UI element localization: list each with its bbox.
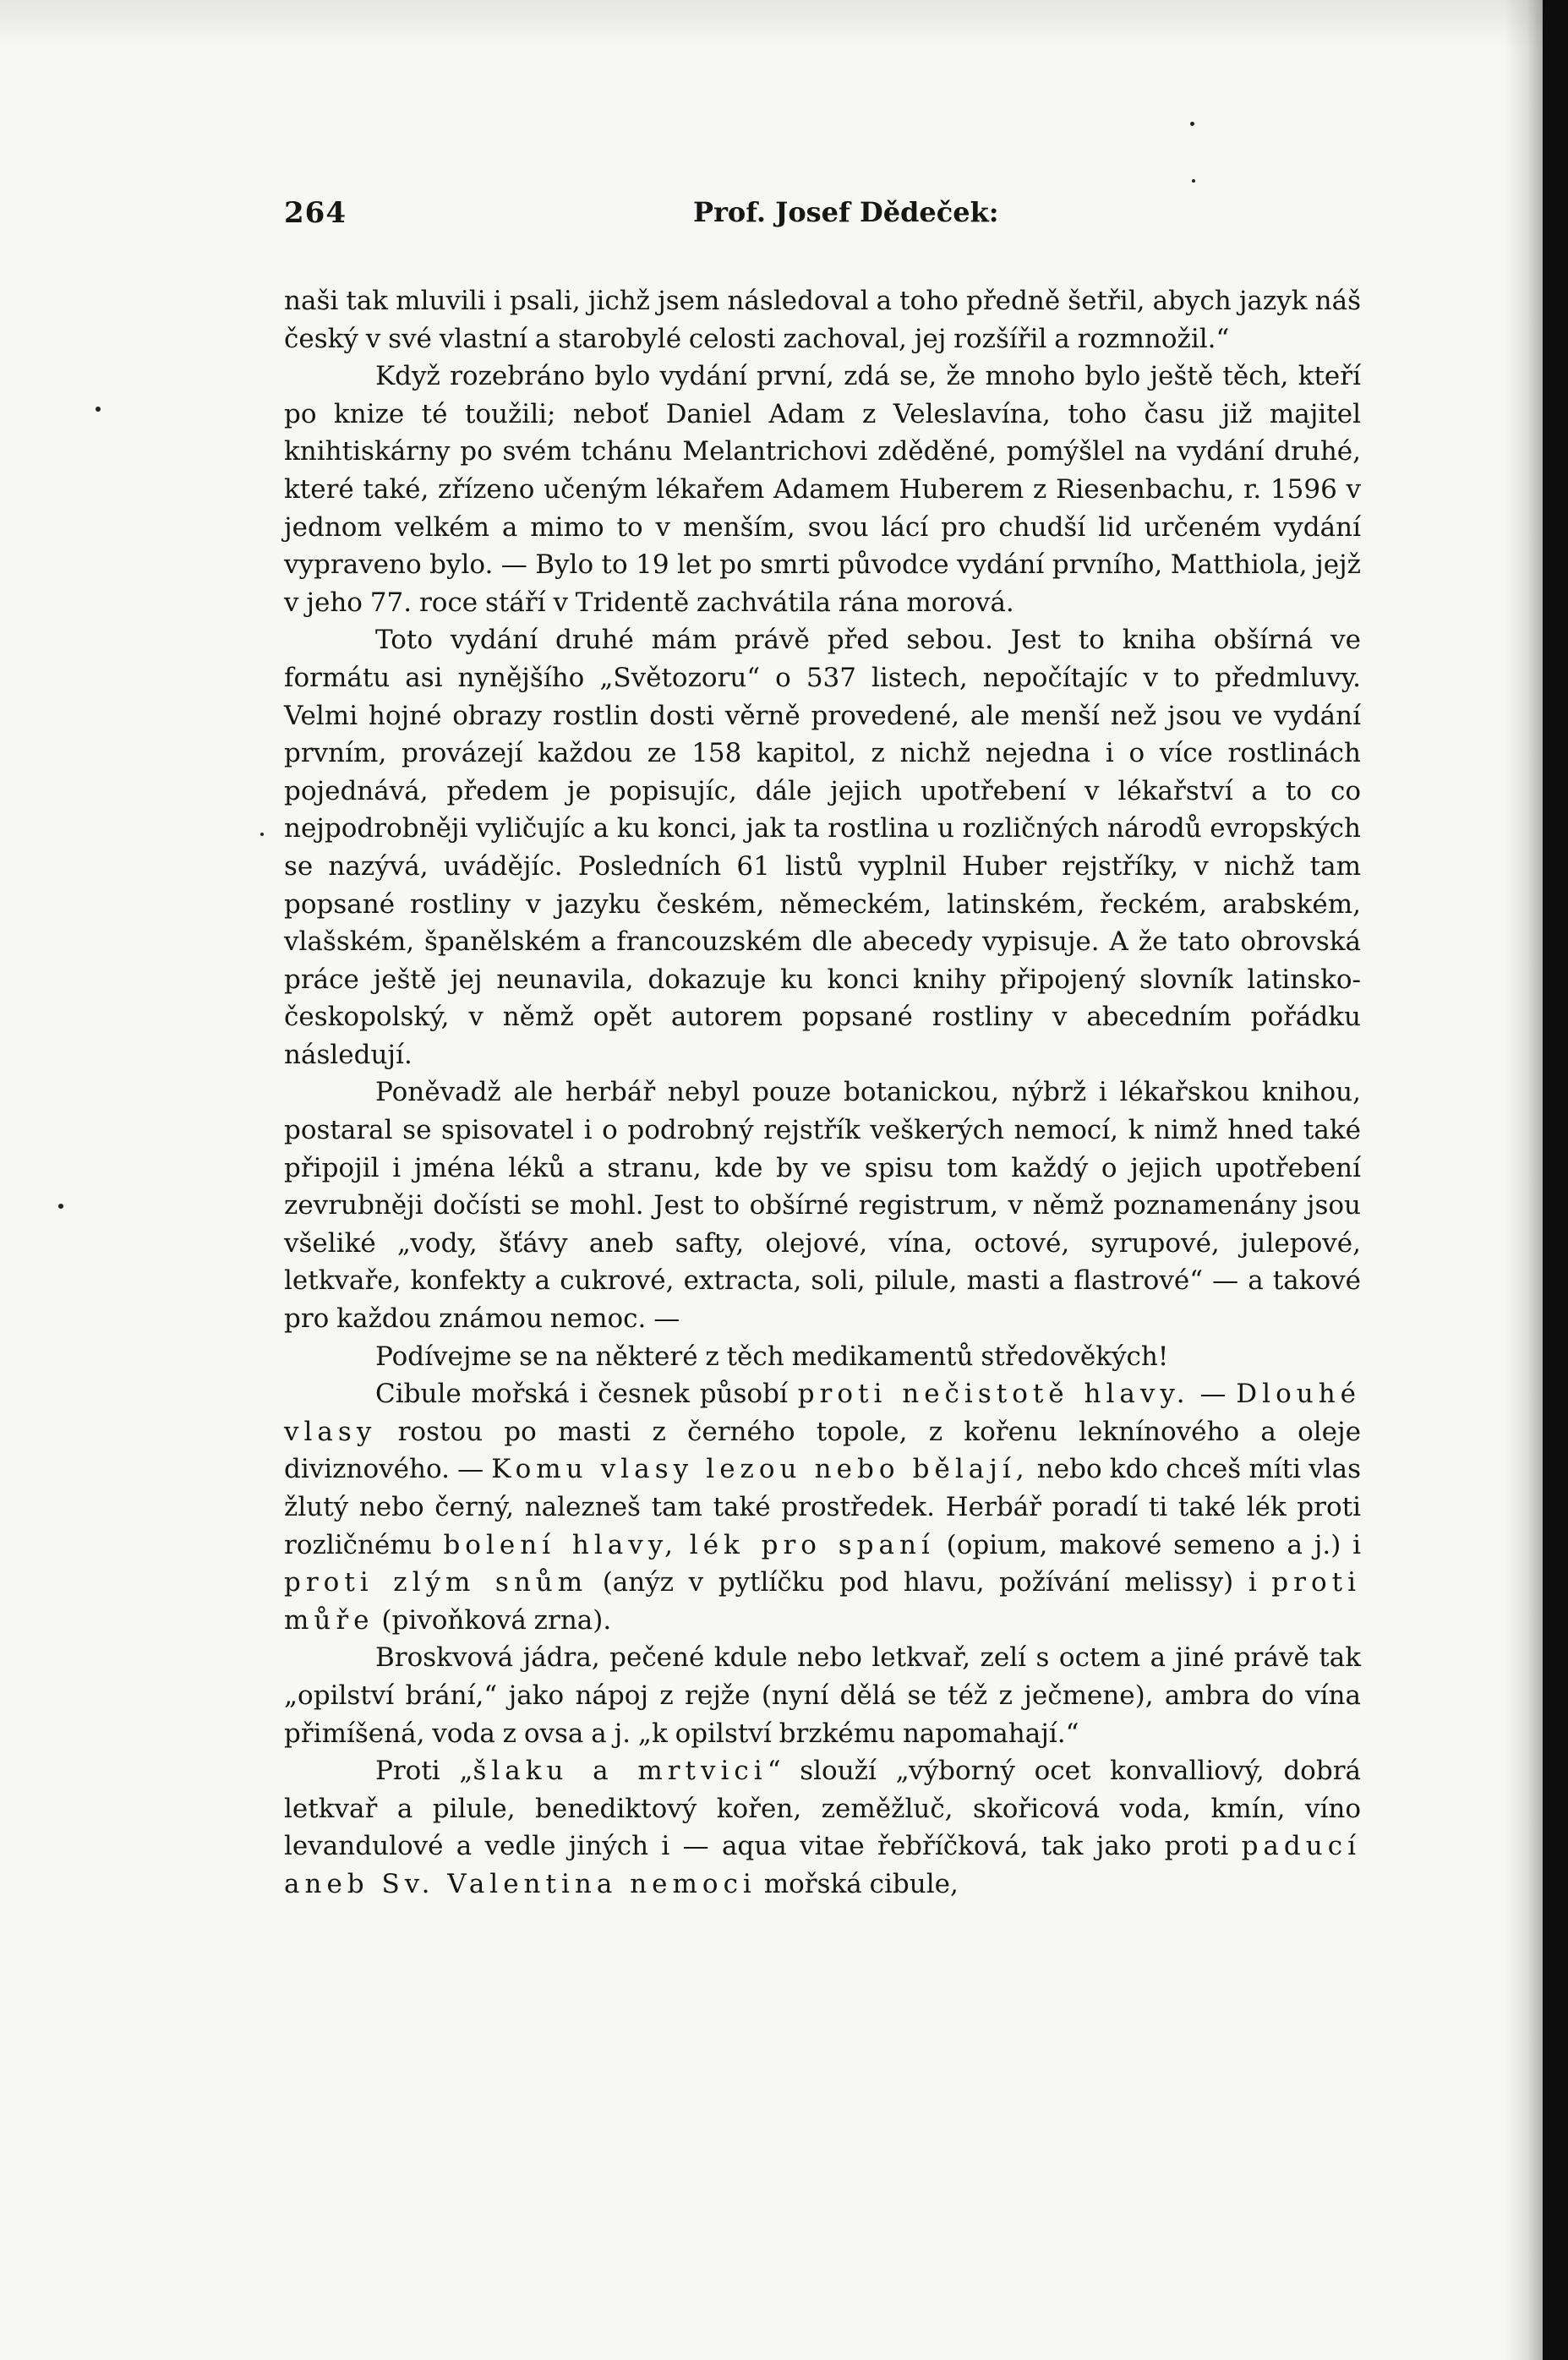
text-run: Proti „ (375, 1756, 473, 1787)
text-run: “ slouží „výborný ocet konvalliový, dobrá letkvař a pilule, benediktový kořen, zeměžluč, skořicová voda, kmín, víno levandulové a vedle jiných i — aqua vitae řebříčková, tak jako proti (284, 1756, 1361, 1862)
paragraph-1: naši tak mluvili i psali, jichž jsem následoval a toho předně šetřil, abych jazyk náš český v své vlastní a starobylé celosti zachoval, jej rozšířil a rozmnožil.“ (284, 286, 1361, 354)
binding-shadow (1504, 0, 1543, 2360)
page-header (284, 196, 1361, 238)
spaced-emphasis: proti můře (284, 1567, 1361, 1636)
text-run: nebo kdo chceš míti vlas žlutý nebo černý, nalezneš tam také prostředek. Herbář poradí ti také lék proti rozličnému (284, 1454, 1362, 1560)
spaced-emphasis: lék pro spaní (689, 1529, 935, 1560)
spaced-emphasis: proti zlým snům (284, 1567, 588, 1598)
dust-speck (1192, 179, 1195, 183)
spaced-emphasis: Komu vlasy lezou nebo bělají, (491, 1454, 1030, 1485)
paragraph-4: Poněvadž ale herbář nebyl pouze botanickou, nýbrž i lékařskou knihou, postaral se spisovatel i o podrobný rejstřík veškerých nemocí, k nimž hned také připojil i jména léků a stranu, kde by ve spisu tom každý o jejich upotřebení zevrubněji dočísti se mohl. Jest to obšírné registrum, v němž poznamenány jsou všeliké „vody, šťávy aneb safty, olejové, vína, octové, syrupové, julepové, letkvaře, konfekty a cukrové, extracta, soli, pilule, masti a flastrové“ — a takové pro každou známou nemoc. — (284, 1077, 1361, 1335)
text-run (678, 1530, 690, 1560)
text-run: Cibule mořská i česnek působí (375, 1379, 798, 1410)
dust-speck (260, 833, 264, 836)
paragraph-2: Když rozebráno bylo vydání první, zdá se, že mnoho bylo ještě těch, kteří po knize té toužili; neboť Daniel Adam z Veleslavína, toho času již majitel knihtiskárny po svém tchánu Melantrichovi zděděné, pomýšlel na vydání druhé, které také, zřízeno učeným lékařem Adamem Huberem z Riesenbachu, r. 1596 v jednom velkém a mimo to v menším, svou lácí pro chudší lid určeném vydání vypraveno bylo. — Bylo to 19 let po smrti původce vydání prvního, Matthiola, jejž v jeho 77. roce stáří v Tridentě zachvátila rána morová. (284, 361, 1361, 618)
spaced-emphasis: proti nečistotě hlavy. (797, 1379, 1190, 1410)
text-run: (anýz v pytlíčku pod hlavu, požívání melissy) i (587, 1567, 1272, 1598)
text-run: (opium, makové semeno a j.) i (934, 1529, 1361, 1560)
dust-speck (96, 407, 101, 412)
spaced-emphasis: Dlouhé vlasy (284, 1379, 1362, 1447)
text-run: rostou po masti z černého topole, z kořenu leknínového a oleje diviznového. — (284, 1416, 1361, 1485)
spaced-emphasis: paducí aneb Sv. Valentina nemoci (284, 1831, 1361, 1899)
spaced-emphasis: bolení hlavy, (443, 1529, 679, 1560)
text-run: mořská cibule, (756, 1868, 959, 1899)
page-body (284, 282, 1361, 1904)
top-edge-shadow (0, 0, 1568, 51)
running-title: Prof. Josef Dědeček: (693, 196, 999, 228)
text-run: (pivoňková zrna). (374, 1604, 612, 1636)
text-run: — (1189, 1379, 1237, 1410)
page-number: 264 (284, 196, 347, 230)
paragraph-5: Podívejme se na některé z těch medikamentů středověkých! (375, 1341, 1169, 1372)
paragraph-8 (284, 1752, 1361, 1903)
dust-speck (58, 1204, 63, 1209)
paragraph-7: Broskvová jádra, pečené kdule nebo letkvař, zelí s octem a jiné právě tak „opilství brání,“ jako nápoj z rejže (nyní dělá se též z ječmene), ambra do vína přimíšená, voda z ovsa a j. „k opilství brzkému napomahají.“ (284, 1642, 1361, 1749)
paragraph-6 (284, 1375, 1361, 1639)
spaced-emphasis: šlaku a mrtvici (473, 1756, 768, 1787)
dust-speck (1190, 122, 1194, 126)
book-spine-edge (1543, 0, 1568, 2360)
paragraph-3: Toto vydání druhé mám právě před sebou. Jest to kniha obšírná ve formátu asi nynějšího „Světozoru“ o 537 listech, nepočítajíc v to předmluvy. Velmi hojné obrazy rostlin dosti věrně provedené, ale menší než jsou ve vydání prvním, provázejí každou ze 158 kapitol, z nichž nejedna i o více rostlinách pojednává, předem je popisujíc, dále jejich upotřebení v lékařství a to co nejpodrobněji vyličujíc a ku konci, jak ta rostlina u rozličných národů evropských se nazývá, uvádějíc. Posledních 61 listů vyplnil Huber rejstříky, v nichž tam popsané rostliny v jazyku českém, německém, latinském, řeckém, arabském, vlašském, španělském a francouzském dle abecedy vypisuje. A že tato obrovská práce ještě jej neunavila, dokazuje ku konci knihy připojený slovník latinsko-českopolský, v němž opět autorem popsané rostliny v abecedním pořádku následují. (284, 625, 1361, 1070)
